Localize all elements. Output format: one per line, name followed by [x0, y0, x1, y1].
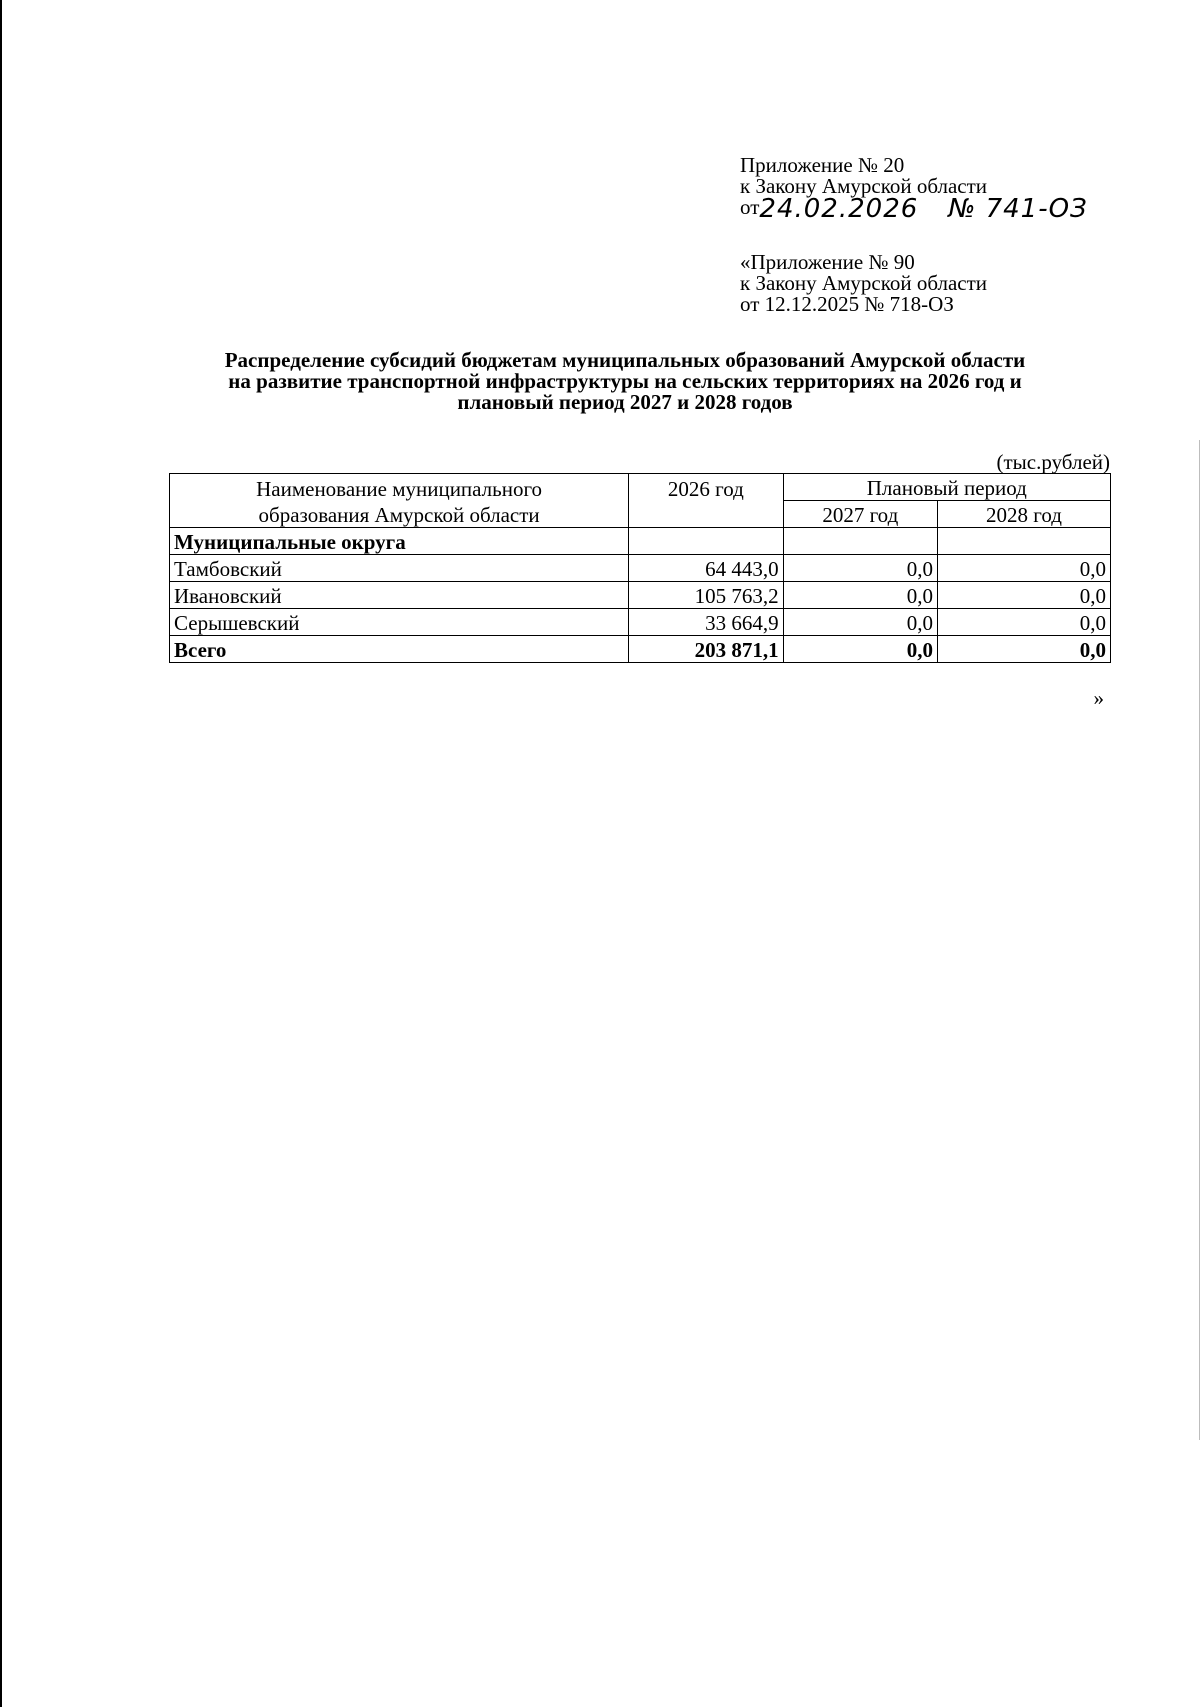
- table-total-row: [170, 636, 1111, 663]
- closing-quote: »: [1093, 686, 1104, 710]
- row-value-2026: 64 443,0: [629, 555, 783, 582]
- row-name: Ивановский: [170, 582, 629, 609]
- header-year-current-blank: [629, 501, 783, 528]
- total-value-2026: 203 871,1: [629, 636, 783, 663]
- appendix-date-prefix: от: [740, 195, 760, 219]
- row-name: Тамбовский: [170, 555, 629, 582]
- section-label: Муниципальные округа: [170, 528, 629, 555]
- row-value-2028: 0,0: [938, 555, 1111, 582]
- section-blank-2026: [629, 528, 783, 555]
- header-name-line-1: Наименование муниципального: [170, 474, 629, 501]
- total-value-2027: 0,0: [783, 636, 937, 663]
- title-line-2: на развитие транспортной инфраструктуры на сельских территориях на 2026 год и: [228, 369, 1022, 393]
- appendix-law-ref: к Закону Амурской области: [740, 174, 988, 198]
- row-value-2027: 0,0: [783, 555, 937, 582]
- row-value-2027: 0,0: [783, 609, 937, 636]
- row-value-2028: 0,0: [938, 609, 1111, 636]
- subsidy-table: [169, 473, 1111, 663]
- appendix-number: Приложение № 20: [740, 153, 905, 177]
- table-section-row: [170, 528, 1111, 555]
- appendix-header: [740, 153, 1088, 224]
- row-value-2026: 105 763,2: [629, 582, 783, 609]
- table-header-row-1: [170, 474, 1111, 501]
- row-value-2027: 0,0: [783, 582, 937, 609]
- header-planned-period: Плановый период: [783, 474, 1110, 501]
- header-name-line-2: образования Амурской области: [170, 501, 629, 528]
- table-header-row-2: [170, 501, 1111, 528]
- section-blank-2028: [938, 528, 1111, 555]
- scan-left-border: [0, 0, 2, 1707]
- row-value-2028: 0,0: [938, 582, 1111, 609]
- row-value-2026: 33 664,9: [629, 609, 783, 636]
- section-blank-2027: [783, 528, 937, 555]
- row-name: Серышевский: [170, 609, 629, 636]
- prior-appendix-header: [740, 252, 987, 315]
- header-year-2028: 2028 год: [938, 501, 1111, 528]
- prior-appendix-law-ref: к Закону Амурской области: [740, 271, 988, 295]
- table-row: [170, 609, 1111, 636]
- total-value-2028: 0,0: [938, 636, 1111, 663]
- document-title: [150, 350, 1100, 413]
- title-line-1: Распределение субсидий бюджетам муниципальных образований Амурской области: [224, 348, 1026, 372]
- handwritten-date: 24.02.2026: [759, 194, 919, 224]
- table-row: [170, 582, 1111, 609]
- header-year-2027: 2027 год: [783, 501, 937, 528]
- handwritten-law-number: № 741-ОЗ: [948, 194, 1088, 224]
- handwritten-signature: [759, 194, 1087, 224]
- prior-appendix-number: «Приложение № 90: [740, 250, 915, 274]
- total-label: Всего: [170, 636, 629, 663]
- units-label: (тыс.рублей): [996, 450, 1110, 474]
- prior-appendix-date: от 12.12.2025 № 718-ОЗ: [740, 292, 954, 316]
- header-year-current: 2026 год: [629, 474, 783, 501]
- table-row: [170, 555, 1111, 582]
- title-line-3: плановый период 2027 и 2028 годов: [457, 390, 793, 414]
- appendix-date-line: [740, 194, 1088, 224]
